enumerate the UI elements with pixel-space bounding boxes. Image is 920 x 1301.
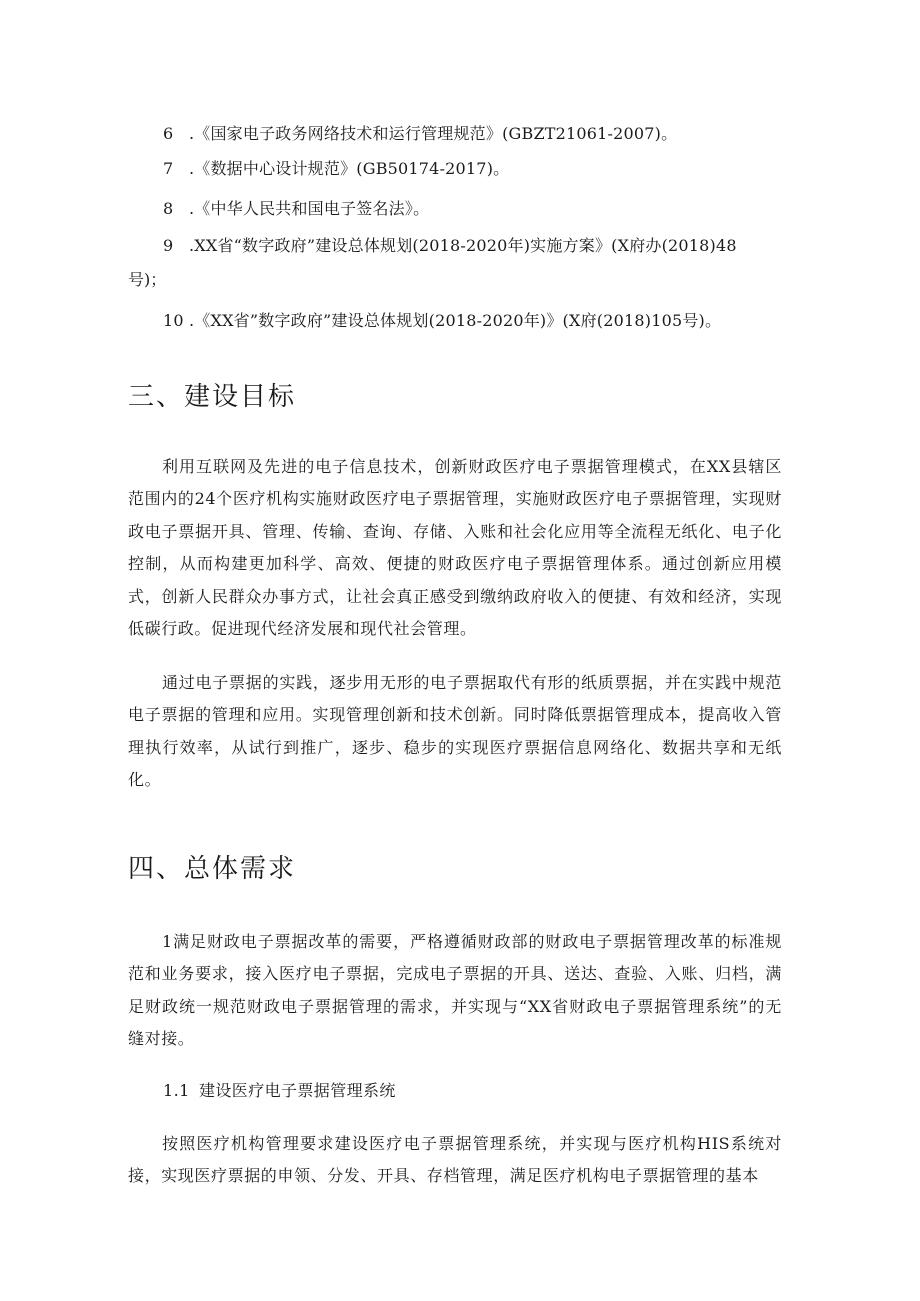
subheading-text: 建设医疗电子票据管理系统 xyxy=(199,1081,396,1100)
paragraph-requirements-1: 1满足财政电子票据改革的需要，严格遵循财政部的财政电子票据管理改革的标准规范和业务要求，接入医疗电子票据，完成电子票据的开具、送达、查验、入账、归档，满足财政统一规范财政电子票据管理的需求，并实现与“XX省财政电子票据管理系统”的无缝对接。 xyxy=(128,932,782,1049)
reference-number: 8 xyxy=(163,199,174,218)
reference-text: .《中华人民共和国电子签名法》。 xyxy=(189,199,430,218)
reference-text: .《国家电子政务网络技术和运行管理规范》(GBZT21061-2007)。 xyxy=(189,124,678,143)
reference-item-6 xyxy=(163,124,677,144)
reference-item-9 xyxy=(163,236,737,256)
reference-number: 7 xyxy=(163,159,174,178)
reference-number: 10 xyxy=(163,311,184,330)
reference-item-7 xyxy=(163,159,509,179)
reference-item-9-continuation: 号)； xyxy=(128,270,167,289)
section-heading-goals: 三、建设目标 xyxy=(128,382,297,412)
subheading-number: 1.1 xyxy=(163,1081,190,1100)
paragraph-goals-1: 利用互联网及先进的电子信息技术，创新财政医疗电子票据管理模式，在XX县辖区范围内的24个医疗机构实施财政医疗电子票据管理，实施财政医疗电子票据管理，实现财政电子票据开具、管理、传输、查询、存储、入账和社会化应用等全流程无纸化、电子化控制，从而构建更加科学、高效、便捷的财政医疗电子票据管理体系。通过创新应用模式，创新人民群众办事方式，让社会真正感受到缴纳政府收入的便捷、有效和经济，实现低碳行政。促进现代经济发展和现代社会管理。 xyxy=(128,457,782,639)
reference-number: 6 xyxy=(163,124,174,143)
section-heading-requirements: 四、总体需求 xyxy=(128,854,297,884)
subheading-1-1 xyxy=(163,1081,396,1101)
paragraph-goals-2: 通过电子票据的实践，逐步用无形的电子票据取代有形的纸质票据，并在实践中规范电子票据的管理和应用。实现管理创新和技术创新。同时降低票据管理成本，提高收入管理执行效率，从试行到推广，逐步、稳步的实现医疗票据信息网络化、数据共享和无纸化。 xyxy=(128,673,782,790)
reference-item-8 xyxy=(163,199,429,219)
reference-text: .XX省“数字政府”建设总体规划(2018-2020年)实施方案》(X府办(2018)48 xyxy=(189,236,737,255)
reference-text: .《XX省”数字政府”建设总体规划(2018-2020年)》(X府(2018)105号)。 xyxy=(189,311,722,330)
paragraph-requirements-2: 按照医疗机构管理要求建设医疗电子票据管理系统，并实现与医疗机构HIS系统对接，实现医疗票据的申领、分发、开具、存档管理，满足医疗机构电子票据管理的基本 xyxy=(128,1134,782,1186)
reference-number: 9 xyxy=(163,236,174,255)
reference-item-10 xyxy=(163,311,721,331)
reference-text: .《数据中心设计规范》(GB50174-2017)。 xyxy=(189,159,510,178)
